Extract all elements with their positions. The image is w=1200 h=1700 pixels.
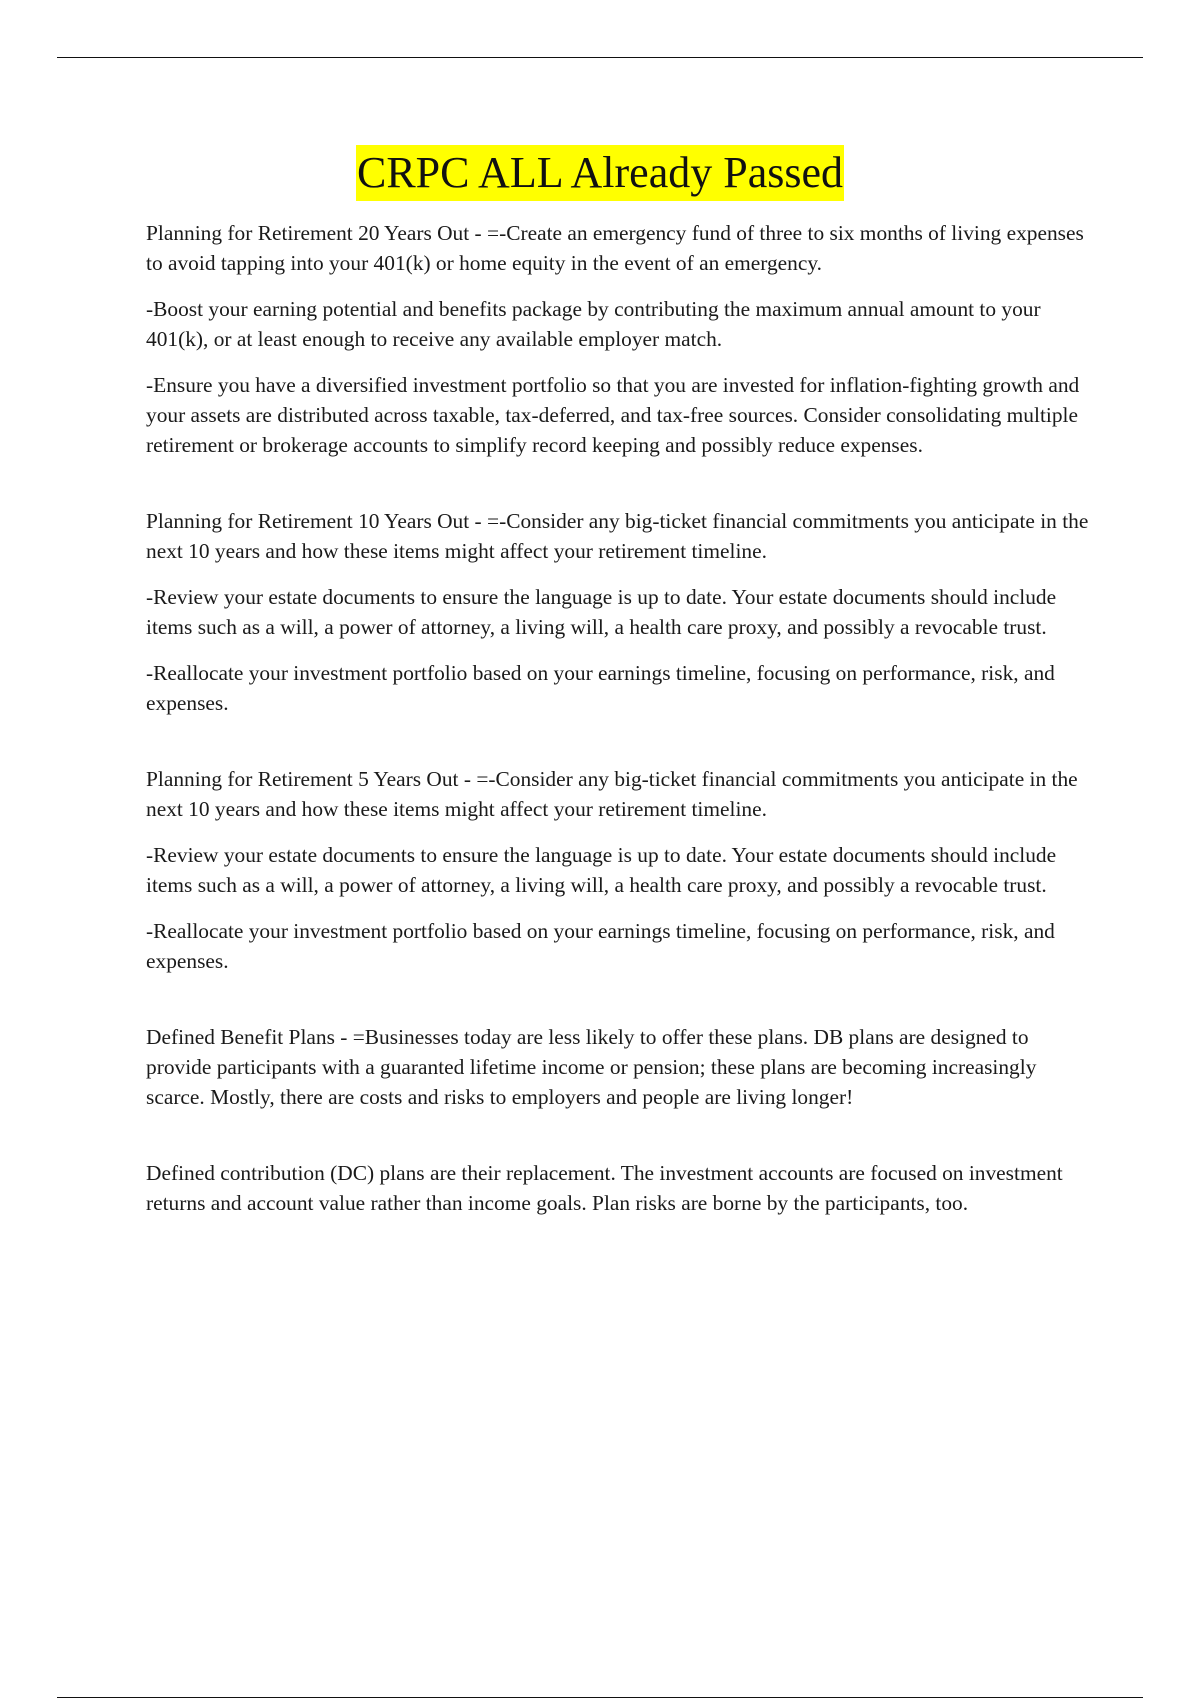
paragraph-defined-contribution: Defined contribution (DC) plans are their replacement. The investment accounts are focused on investment returns and account value rather than income goals. Plan risks are borne by the participants, too. <box>146 1161 1063 1215</box>
header-rule <box>57 57 1143 58</box>
footer-rule <box>57 1697 1143 1698</box>
paragraph-5-years-estate: -Review your estate documents to ensure the language is up to date. Your estate documents should include items such as a will, a power of attorney, a living will, a health care proxy, and possibly a revocable trust. <box>146 843 1057 897</box>
paragraph-20-years-boost-earning: -Boost your earning potential and benefits package by contributing the maximum annual amount to your 401(k), or at least enough to receive any available employer match. <box>146 297 1041 351</box>
paragraph-defined-benefit: Defined Benefit Plans - =Businesses today are less likely to offer these plans. DB plans are designed to provide participants with a guaranted lifetime income or pension; these plans are becoming increasingly scarce. Mostly, there are costs and risks to employers and people are living longer! <box>146 1025 1037 1109</box>
document-title: CRPC ALL Already Passed <box>356 145 844 201</box>
paragraph-5-years-reallocate: -Reallocate your investment portfolio based on your earnings timeline, focusing on performance, risk, and expenses. <box>146 919 1055 973</box>
paragraph-5-years-commitments: Planning for Retirement 5 Years Out - =-Consider any big-ticket financial commitments you anticipate in the next 10 years and how these items might affect your retirement timeline. <box>146 767 1078 821</box>
paragraph-20-years-emergency-fund: Planning for Retirement 20 Years Out - =-Create an emergency fund of three to six months of living expenses to avoid tapping into your 401(k) or home equity in the event of an emergency. <box>146 221 1084 275</box>
paragraph-10-years-estate: -Review your estate documents to ensure the language is up to date. Your estate documents should include items such as a will, a power of attorney, a living will, a health care proxy, and possibly a revocable trust. <box>146 585 1057 639</box>
paragraph-10-years-commitments: Planning for Retirement 10 Years Out - =-Consider any big-ticket financial commitments you anticipate in the next 10 years and how these items might affect your retirement timeline. <box>146 509 1089 563</box>
paragraph-20-years-diversify: -Ensure you have a diversified investment portfolio so that you are invested for inflation-fighting growth and your assets are distributed across taxable, tax-deferred, and tax-free sources. Consider consolidating multiple retirement or brokerage accounts to simplify record keeping and possibly reduce expenses. <box>146 373 1080 457</box>
title-container <box>0 145 1200 201</box>
paragraph-10-years-reallocate: -Reallocate your investment portfolio based on your earnings timeline, focusing on performance, risk, and expenses. <box>146 661 1055 715</box>
document-body <box>146 218 1096 1234</box>
